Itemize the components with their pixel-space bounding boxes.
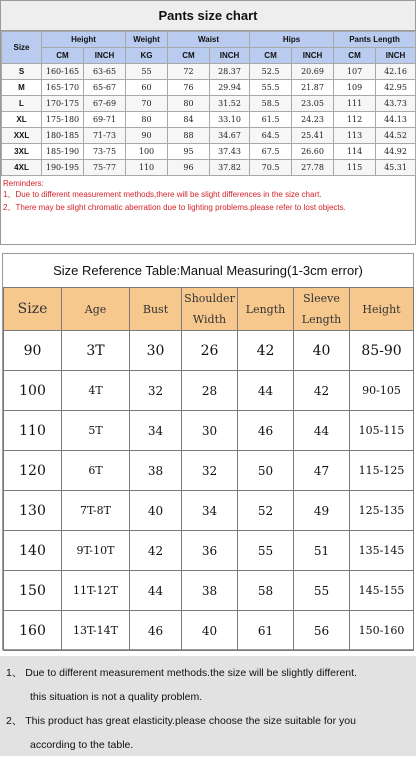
table-cell: 30 (130, 331, 182, 371)
note-line-1: 1、 Due to different measurement methods.the size will be slightly different. (6, 667, 357, 679)
table-cell: 55 (126, 64, 168, 80)
table-cell: 63-65 (84, 64, 126, 80)
col-age: Age (62, 288, 130, 331)
table-cell: 67-69 (84, 96, 126, 112)
table-cell: 44 (130, 571, 182, 611)
table-cell: 80 (126, 112, 168, 128)
table-cell: 5T (62, 411, 130, 451)
table-cell: 75-77 (84, 160, 126, 176)
table-cell: 150-160 (350, 611, 414, 651)
pants-size-table (1, 31, 416, 176)
table-cell: 34 (130, 411, 182, 451)
table-row (2, 144, 416, 160)
size-cell: L (2, 96, 42, 112)
table-cell: 9T-10T (62, 531, 130, 571)
table-cell: 13T-14T (62, 611, 130, 651)
table-cell: 56 (294, 611, 350, 651)
table-row (4, 331, 414, 371)
table-cell: 113 (334, 128, 376, 144)
table-row (4, 451, 414, 491)
table-cell: 112 (334, 112, 376, 128)
table-cell: 3T (62, 331, 130, 371)
table-cell: 180-185 (42, 128, 84, 144)
col-pants-length: Pants Length (334, 32, 416, 48)
table-cell: 40 (130, 491, 182, 531)
table-cell: 55 (238, 531, 294, 571)
table-cell: 110 (126, 160, 168, 176)
table-cell: 43.73 (376, 96, 416, 112)
table-cell: 96 (168, 160, 210, 176)
table-cell: 27.78 (292, 160, 334, 176)
table-row (4, 571, 414, 611)
notes-panel (0, 656, 416, 756)
table-cell: 24.23 (292, 112, 334, 128)
table-cell: 42 (238, 331, 294, 371)
table-cell: 71-73 (84, 128, 126, 144)
table-cell: 65-67 (84, 80, 126, 96)
table-cell: 135-145 (350, 531, 414, 571)
col-height: Height (350, 288, 414, 331)
table-cell: 67.5 (250, 144, 292, 160)
table-cell: 37.82 (210, 160, 250, 176)
reminder-1: 1、Due to different measurement methods,there will be slight differences in the size chart. (3, 190, 322, 199)
table-cell: 145-155 (350, 571, 414, 611)
sleeve-label: Sleeve (303, 292, 340, 305)
table-cell: 76 (168, 80, 210, 96)
size-cell: 110 (4, 411, 62, 451)
table-cell: 6T (62, 451, 130, 491)
table-cell: 185-190 (42, 144, 84, 160)
col-shoulder-width (182, 288, 238, 331)
size-cell: 120 (4, 451, 62, 491)
table-cell: 105-115 (350, 411, 414, 451)
table-cell: 73-75 (84, 144, 126, 160)
table-cell: 88 (168, 128, 210, 144)
table-cell: 51 (294, 531, 350, 571)
table-cell: 30 (182, 411, 238, 451)
table-cell: 34 (182, 491, 238, 531)
table-cell: 107 (334, 64, 376, 80)
table-cell: 28.37 (210, 64, 250, 80)
table-cell: 175-180 (42, 112, 84, 128)
table-cell: 160-165 (42, 64, 84, 80)
table-cell: 20.69 (292, 64, 334, 80)
table-cell: 125-135 (350, 491, 414, 531)
table-cell: 109 (334, 80, 376, 96)
shoulder-label: Shoulder (184, 292, 235, 305)
table-cell: 33.10 (210, 112, 250, 128)
col-length: Length (238, 288, 294, 331)
table-cell: 72 (168, 64, 210, 80)
table-cell: 36 (182, 531, 238, 571)
table-row (2, 64, 416, 80)
subcol-waist-inch: INCH (210, 48, 250, 64)
table-cell: 32 (182, 451, 238, 491)
table-row (4, 531, 414, 571)
col-hips: Hips (250, 32, 334, 48)
table-cell: 52 (238, 491, 294, 531)
table-row (4, 371, 414, 411)
table-cell: 11T-12T (62, 571, 130, 611)
width-label: Width (192, 313, 227, 326)
table-cell: 25.41 (292, 128, 334, 144)
size-cell: XL (2, 112, 42, 128)
col-waist: Waist (168, 32, 250, 48)
table-cell: 100 (126, 144, 168, 160)
reminder-2: 2、There may be slight chromatic aberration due to lighting problems.please refer to lost objects. (3, 203, 346, 212)
size-cell: 3XL (2, 144, 42, 160)
table-cell: 44.92 (376, 144, 416, 160)
subcol-length-cm: CM (334, 48, 376, 64)
table-cell: 44 (238, 371, 294, 411)
subcol-height-cm: CM (42, 48, 84, 64)
col-weight: Weight (126, 32, 168, 48)
sleeve-length-label: Length (301, 313, 342, 326)
pants-chart-title: Pants size chart (1, 1, 415, 31)
table-row (2, 80, 416, 96)
size-cell: S (2, 64, 42, 80)
size-cell: 100 (4, 371, 62, 411)
reminders-title: Reminders: (3, 179, 44, 188)
table-cell: 84 (168, 112, 210, 128)
reference-title: Size Reference Table:Manual Measuring(1-3cm error) (53, 263, 363, 278)
table-cell: 61 (238, 611, 294, 651)
table-cell: 38 (182, 571, 238, 611)
col-height: Height (42, 32, 126, 48)
size-cell: 4XL (2, 160, 42, 176)
table-cell: 111 (334, 96, 376, 112)
table-row (4, 611, 414, 651)
table-cell: 58 (238, 571, 294, 611)
table-cell: 190-195 (42, 160, 84, 176)
table-cell: 55.5 (250, 80, 292, 96)
table-row (2, 128, 416, 144)
table-cell: 7T-8T (62, 491, 130, 531)
size-cell: M (2, 80, 42, 96)
table-cell: 31.52 (210, 96, 250, 112)
table-cell: 37.43 (210, 144, 250, 160)
table-cell: 61.5 (250, 112, 292, 128)
table-cell: 115 (334, 160, 376, 176)
note-line-4: according to the table. (30, 739, 134, 751)
size-cell: 140 (4, 531, 62, 571)
size-cell: 150 (4, 571, 62, 611)
table-row (2, 160, 416, 176)
table-cell: 26 (182, 331, 238, 371)
table-cell: 64.5 (250, 128, 292, 144)
table-cell: 26.60 (292, 144, 334, 160)
table-cell: 44.13 (376, 112, 416, 128)
table-cell: 45.31 (376, 160, 416, 176)
pants-size-chart (0, 0, 416, 245)
size-cell: 160 (4, 611, 62, 651)
table-cell: 69-71 (84, 112, 126, 128)
table-cell: 44 (294, 411, 350, 451)
note-line-2: this situation is not a quality problem. (30, 691, 203, 703)
subcol-weight-kg: KG (126, 48, 168, 64)
size-cell: XXL (2, 128, 42, 144)
table-row (4, 491, 414, 531)
subcol-hips-cm: CM (250, 48, 292, 64)
table-cell: 52.5 (250, 64, 292, 80)
table-cell: 50 (238, 451, 294, 491)
table-cell: 46 (130, 611, 182, 651)
table-cell: 80 (168, 96, 210, 112)
table-cell: 28 (182, 371, 238, 411)
table-cell: 42.95 (376, 80, 416, 96)
table-cell: 29.94 (210, 80, 250, 96)
table-cell: 115-125 (350, 451, 414, 491)
table-cell: 23.05 (292, 96, 334, 112)
table-cell: 42 (130, 531, 182, 571)
table-cell: 32 (130, 371, 182, 411)
table-cell: 70 (126, 96, 168, 112)
table-cell: 114 (334, 144, 376, 160)
table-row (4, 411, 414, 451)
table-cell: 42 (294, 371, 350, 411)
table-cell: 40 (294, 331, 350, 371)
subcol-hips-inch: INCH (292, 48, 334, 64)
subcol-length-inch: INCH (376, 48, 416, 64)
size-reference-section (2, 253, 414, 650)
size-cell: 90 (4, 331, 62, 371)
note-line-3: 2、 This product has great elasticity.please choose the size suitable for you (6, 715, 356, 727)
table-cell: 49 (294, 491, 350, 531)
col-sleeve-length (294, 288, 350, 331)
table-cell: 42.16 (376, 64, 416, 80)
table-cell: 58.5 (250, 96, 292, 112)
subcol-waist-cm: CM (168, 48, 210, 64)
table-cell: 55 (294, 571, 350, 611)
table-cell: 21.87 (292, 80, 334, 96)
table-cell: 40 (182, 611, 238, 651)
table-cell: 4T (62, 371, 130, 411)
table-cell: 90-105 (350, 371, 414, 411)
table-cell: 165-170 (42, 80, 84, 96)
table-cell: 47 (294, 451, 350, 491)
table-cell: 44.52 (376, 128, 416, 144)
col-bust: Bust (130, 288, 182, 331)
table-cell: 70.5 (250, 160, 292, 176)
col-size: Size (2, 32, 42, 64)
table-cell: 170-175 (42, 96, 84, 112)
col-size: Size (4, 288, 62, 331)
size-cell: 130 (4, 491, 62, 531)
table-cell: 38 (130, 451, 182, 491)
size-reference-table (3, 287, 414, 651)
table-cell: 95 (168, 144, 210, 160)
subcol-height-inch: INCH (84, 48, 126, 64)
table-cell: 85-90 (350, 331, 414, 371)
table-cell: 34.67 (210, 128, 250, 144)
table-cell: 90 (126, 128, 168, 144)
table-cell: 46 (238, 411, 294, 451)
table-row (2, 112, 416, 128)
table-row (2, 96, 416, 112)
table-cell: 60 (126, 80, 168, 96)
